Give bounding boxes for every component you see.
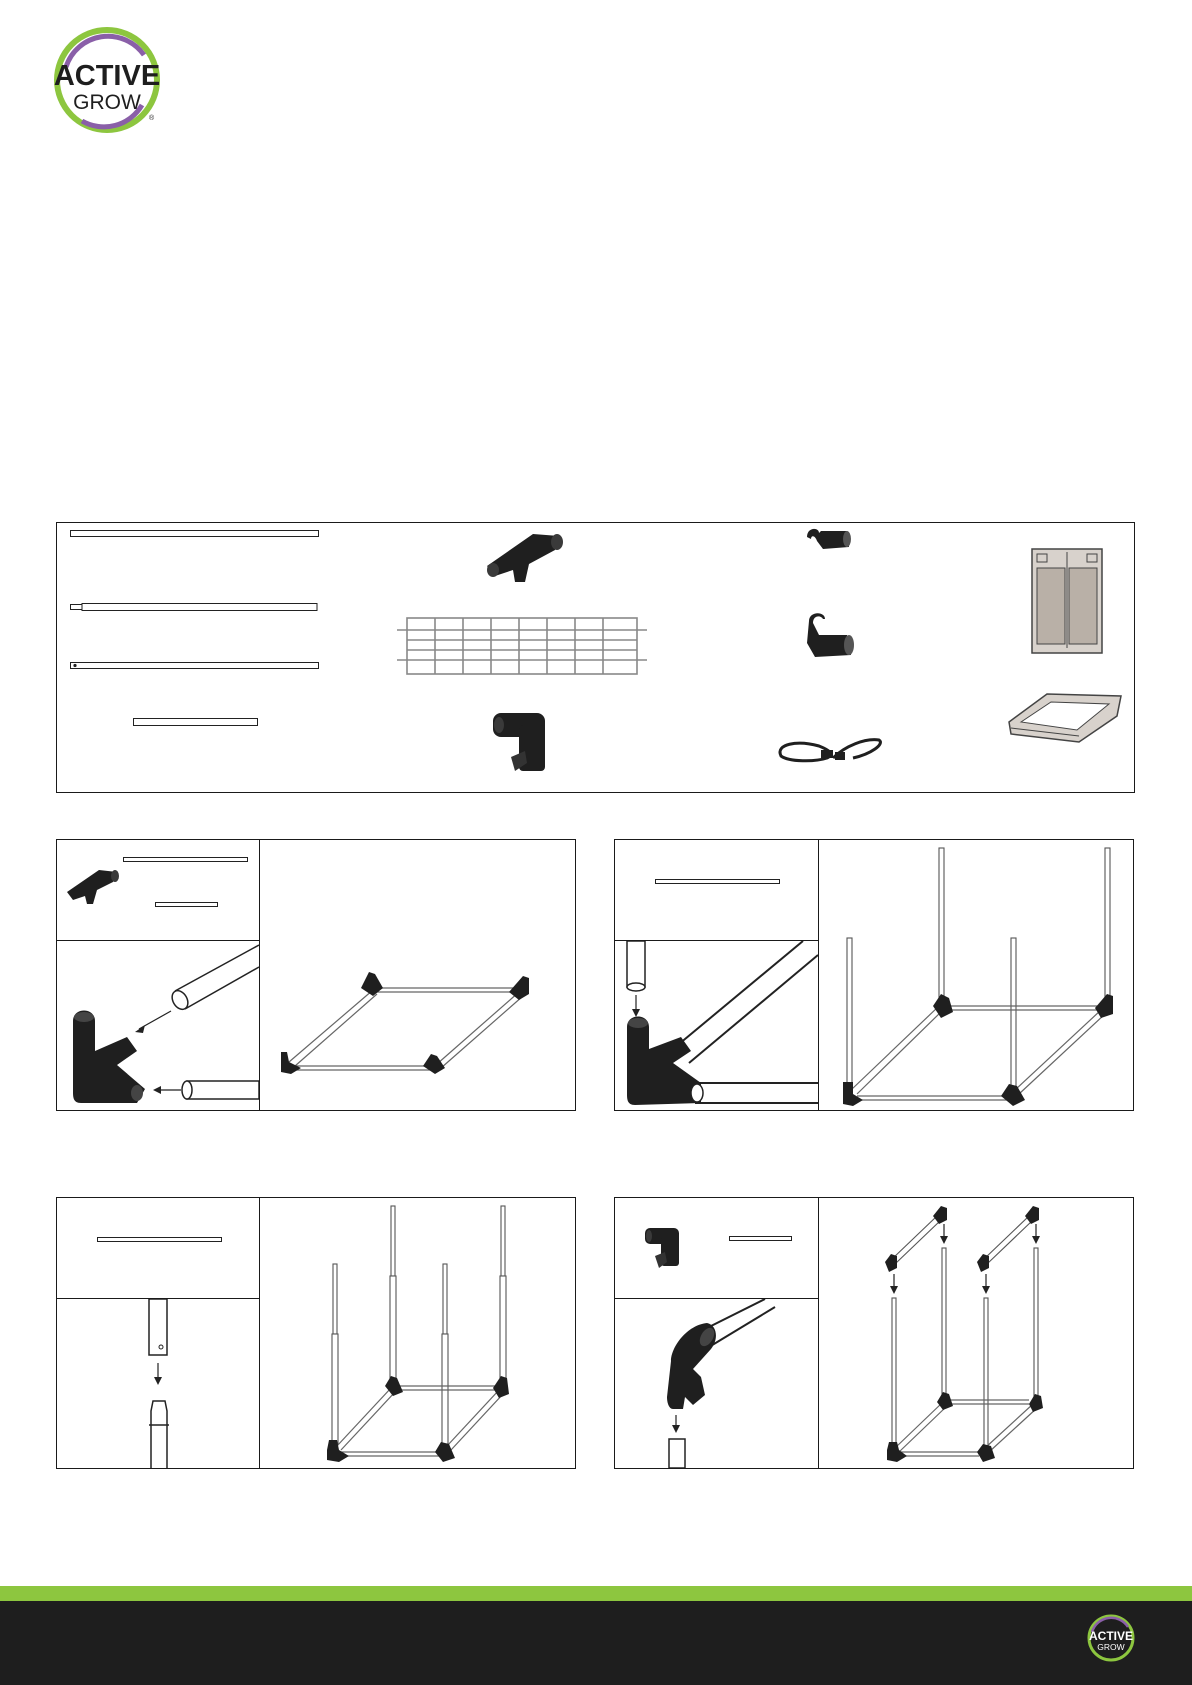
step-2-panel bbox=[614, 839, 1134, 1111]
rope-ratchet-icon bbox=[775, 728, 885, 768]
upright-insert-illustration bbox=[615, 941, 818, 1110]
step-1-panel bbox=[56, 839, 576, 1111]
step-4-panel bbox=[614, 1197, 1134, 1469]
long-pole-icon bbox=[123, 857, 249, 863]
pole-icon bbox=[655, 879, 781, 885]
pin-pole-icon bbox=[70, 662, 320, 670]
short-pole-icon bbox=[133, 718, 259, 727]
footer-logo-line-1: ACTIVE bbox=[1088, 1629, 1134, 1643]
wire-shelf-icon bbox=[397, 616, 647, 676]
pole-joint-illustration bbox=[57, 1299, 259, 1468]
base-frame-illustration bbox=[277, 970, 567, 1100]
parts-panel bbox=[56, 522, 1135, 793]
large-hook-icon bbox=[795, 613, 857, 665]
top-frame-illustration bbox=[829, 1202, 1129, 1464]
uprights-frame-illustration bbox=[829, 846, 1129, 1106]
long-pole-icon bbox=[70, 530, 320, 538]
connector-detail-illustration bbox=[57, 941, 259, 1110]
logo-line-1: ACTIVE bbox=[53, 60, 161, 92]
step-3-panel bbox=[56, 1197, 576, 1469]
footer-accent-stripe bbox=[0, 1586, 1192, 1601]
short-pole-icon bbox=[155, 902, 219, 908]
hanger-bracket-icon bbox=[643, 1226, 683, 1272]
flood-tray-icon bbox=[1005, 688, 1125, 744]
mid-pole-icon bbox=[70, 603, 320, 613]
hanger-bracket-icon bbox=[489, 711, 553, 779]
corner-connector-icon bbox=[63, 866, 121, 908]
footer-logo-line-2: GROW bbox=[1097, 1642, 1125, 1652]
footer-bar bbox=[0, 1601, 1192, 1685]
registered-mark: ® bbox=[149, 115, 155, 122]
extended-frame-illustration bbox=[271, 1204, 571, 1464]
logo-line-2: GROW bbox=[73, 91, 141, 114]
corner-connector-icon bbox=[481, 528, 565, 588]
tent-cover-icon bbox=[1031, 548, 1103, 654]
brand-logo bbox=[52, 25, 162, 135]
small-hook-icon bbox=[803, 525, 855, 553]
footer-logo bbox=[1086, 1613, 1136, 1663]
pole-icon bbox=[97, 1237, 223, 1243]
short-pole-icon bbox=[729, 1236, 793, 1242]
bracket-mount-illustration bbox=[615, 1299, 818, 1468]
